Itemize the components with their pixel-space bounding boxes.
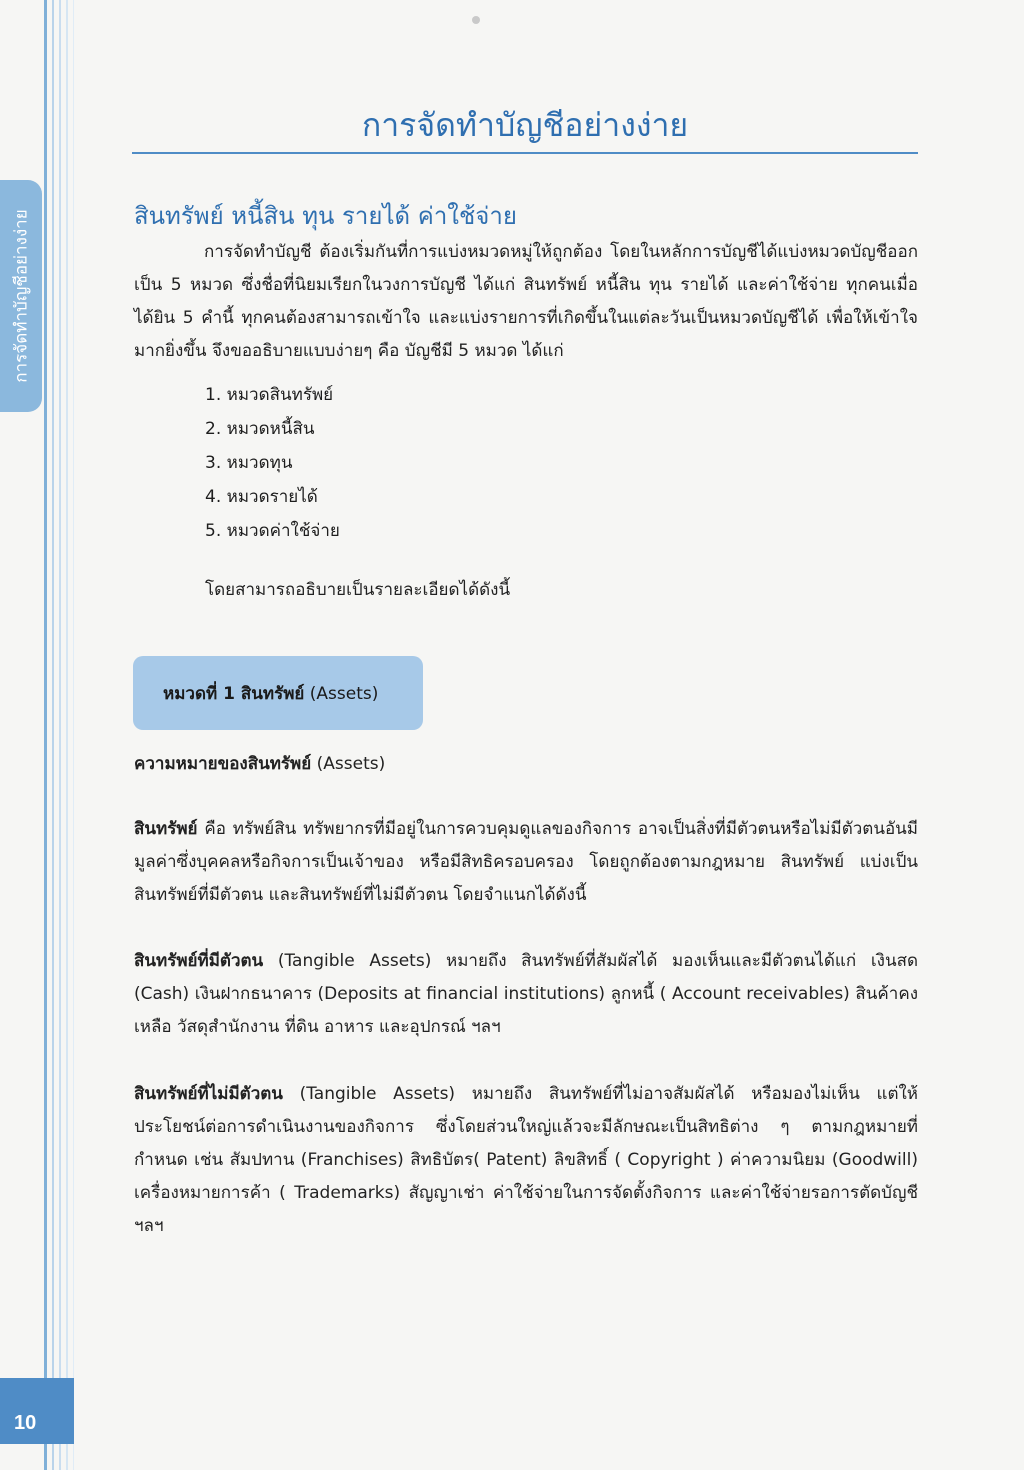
list-item: 3. หมวดทุน — [205, 453, 293, 473]
margin-stripe — [66, 0, 68, 1470]
list-item: 2. หมวดหนี้สิน — [205, 419, 315, 439]
page-number: 10 — [14, 1412, 37, 1434]
tangible-assets-paragraph — [134, 945, 918, 1044]
scan-smudge — [472, 16, 480, 24]
intro-paragraph: การจัดทำบัญชี ต้องเริ่มกันที่การแบ่งหมวดหมู่ให้ถูกต้อง โดยในหลักการบัญชีได้แบ่งหมวดบัญชีออกเป็น 5 หมวด ซึ่งชื่อที่นิยมเรียกในวงการบัญชี ได้แก่ สินทรัพย์ หนี้สิน ทุน รายได้ และค่าใช้จ่าย ทุกคนเมื่อได้ยิน 5 คำนี้ ทุกคนต้องสามารถเข้าใจ และแบ่งรายการที่เกิดขึ้นในแต่ละวันเป็นหมวดบัญชีได้ เพื่อให้เข้าใจมากยิ่งขึ้น จึงขออธิบายแบบง่ายๆ คือ บัญชีมี 5 หมวด ได้แก่ — [134, 242, 918, 361]
intangible-assets-paragraph — [134, 1078, 918, 1243]
list-item: 1. หมวดสินทรัพย์ — [205, 385, 334, 405]
meaning-heading — [134, 748, 918, 781]
intangible-term: สินทรัพย์ที่ไม่มีตัวตน — [134, 1084, 283, 1104]
list-item: 5. หมวดค่าใช้จ่าย — [205, 521, 340, 541]
detail-intro-line: โดยสามารถอธิบายเป็นรายละเอียดได้ดังนี้ — [205, 580, 511, 600]
margin-stripe — [44, 0, 47, 1470]
meaning-heading-bold: ความหมายของสินทรัพย์ — [134, 754, 312, 774]
section-header-bold: หมวดที่ 1 สินทรัพย์ — [163, 684, 305, 704]
section-header-rest: (Assets) — [304, 684, 379, 704]
list-item: 4. หมวดรายได้ — [205, 487, 318, 507]
side-tab-label: การจัดทำบัญชีอย่างง่าย — [11, 209, 31, 383]
margin-stripe — [59, 0, 61, 1470]
section-header — [163, 680, 378, 707]
assets-definition-paragraph — [134, 813, 918, 912]
page-number-box — [0, 1378, 74, 1444]
category-list — [205, 378, 340, 548]
intangible-text: (Tangible Assets) หมายถึง สินทรัพย์ที่ไม่อาจสัมผัสได้ หรือมองไม่เห็น แต่ให้ประโยชน์ต่อการดำเนินงานของกิจการ ซึ่งโดยส่วนใหญ่แล้วจะมีลักษณะเป็นสิทธิต่าง ๆ ตามกฎหมายที่กำหนด เช่น สัมปทาน (Franchises) สิทธิบัตร( Patent) ลิขสิทธิ์ ( Copyright ) ค่าความนิยม (Goodwill) เครื่องหมายการค้า ( Trademarks) สัญญาเช่า ค่าใช้จ่ายในการจัดตั้งกิจการ และค่าใช้จ่ายรอการตัดบัญชี ฯลฯ — [134, 1084, 918, 1236]
tangible-text: (Tangible Assets) หมายถึง สินทรัพย์ที่สัมผัสได้ มองเห็นและมีตัวตนได้แก่ เงินสด (Cash) เงินฝากธนาคาร (Deposits at financial institutions) ลูกหนี้ ( Account receivables) สินค้าคงเหลือ วัสดุสำนักงาน ที่ดิน อาหาร และอุปกรณ์ ฯลฯ — [134, 951, 918, 1037]
margin-stripe — [52, 0, 54, 1470]
assets-definition-text: คือ ทรัพย์สิน ทรัพยากรที่มีอยู่ในการควบคุมดูแลของกิจการ อาจเป็นสิ่งที่มีตัวตนหรือไม่มีตัวตนอันมีมูลค่าซึ่งบุคคลหรือกิจการเป็นเจ้าของ หรือมีสิทธิครอบครอง โดยถูกต้องตามกฎหมาย สินทรัพย์ แบ่งเป็น สินทรัพย์ที่มีตัวตน และสินทรัพย์ที่ไม่มีตัวตน โดยจำแนกได้ดังนี้ — [134, 819, 918, 905]
margin-stripe — [73, 0, 74, 1470]
page-title: การจัดทำบัญชีอย่างง่าย — [361, 106, 689, 144]
tangible-term: สินทรัพย์ที่มีตัวตน — [134, 951, 264, 971]
meaning-heading-rest: (Assets) — [311, 754, 386, 774]
section-subtitle: สินทรัพย์ หนี้สิน ทุน รายได้ ค่าใช้จ่าย — [134, 202, 517, 230]
assets-term: สินทรัพย์ — [134, 819, 198, 839]
title-divider — [132, 152, 918, 154]
